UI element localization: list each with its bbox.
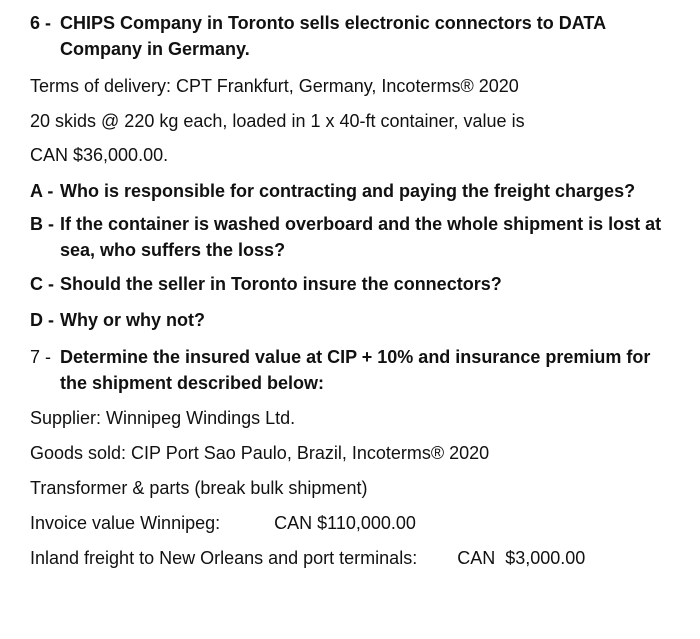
question-6c-letter: C - <box>30 274 54 294</box>
document <box>30 10 680 571</box>
question-6-number: 6 - <box>30 13 52 33</box>
q7-invoice-row <box>30 510 680 536</box>
question-6b <box>30 211 680 263</box>
q7-item: Transformer & parts (break bulk shipment) <box>30 478 368 498</box>
question-6a <box>30 178 680 204</box>
question-6c <box>30 271 680 297</box>
question-6-heading <box>30 10 680 62</box>
question-6c-text: Should the seller in Toronto insure the connectors? <box>60 274 502 294</box>
q7-supplier: Supplier: Winnipeg Windings Ltd. <box>30 408 296 428</box>
q6-value: CAN $36,000.00. <box>30 145 169 165</box>
question-6b-text: If the container is washed overboard and the whole shipment is lost at sea, who suffers the loss? <box>60 214 662 260</box>
question-7-heading <box>30 344 680 396</box>
q6-terms: Terms of delivery: CPT Frankfurt, Germany, Incoterms® 2020 <box>30 76 519 96</box>
question-6-text: CHIPS Company in Toronto sells electronic connectors to DATA Company in Germany. <box>60 13 606 59</box>
q6-details: 20 skids @ 220 kg each, loaded in 1 x 40-ft container, value is <box>30 111 525 131</box>
freight-label: Inland freight to New Orleans and port terminals: <box>30 548 418 568</box>
question-6b-letter: B - <box>30 214 54 234</box>
question-6d-text: Why or why not? <box>60 310 205 330</box>
question-6a-text: Who is responsible for contracting and paying the freight charges? <box>60 181 636 201</box>
question-6a-letter: A - <box>30 181 54 201</box>
question-6d-letter: D - <box>30 310 54 330</box>
invoice-value: CAN $110,000.00 <box>274 513 416 533</box>
q7-freight-row <box>30 545 680 571</box>
question-6d <box>30 307 680 333</box>
freight-value: CAN $3,000.00 <box>457 548 586 568</box>
q7-goods: Goods sold: CIP Port Sao Paulo, Brazil, Incoterms® 2020 <box>30 443 490 463</box>
invoice-label: Invoice value Winnipeg: <box>30 513 221 533</box>
question-7-number: 7 - <box>30 347 52 367</box>
question-7-text: Determine the insured value at CIP + 10% and insurance premium for the shipment described below: <box>60 347 651 393</box>
